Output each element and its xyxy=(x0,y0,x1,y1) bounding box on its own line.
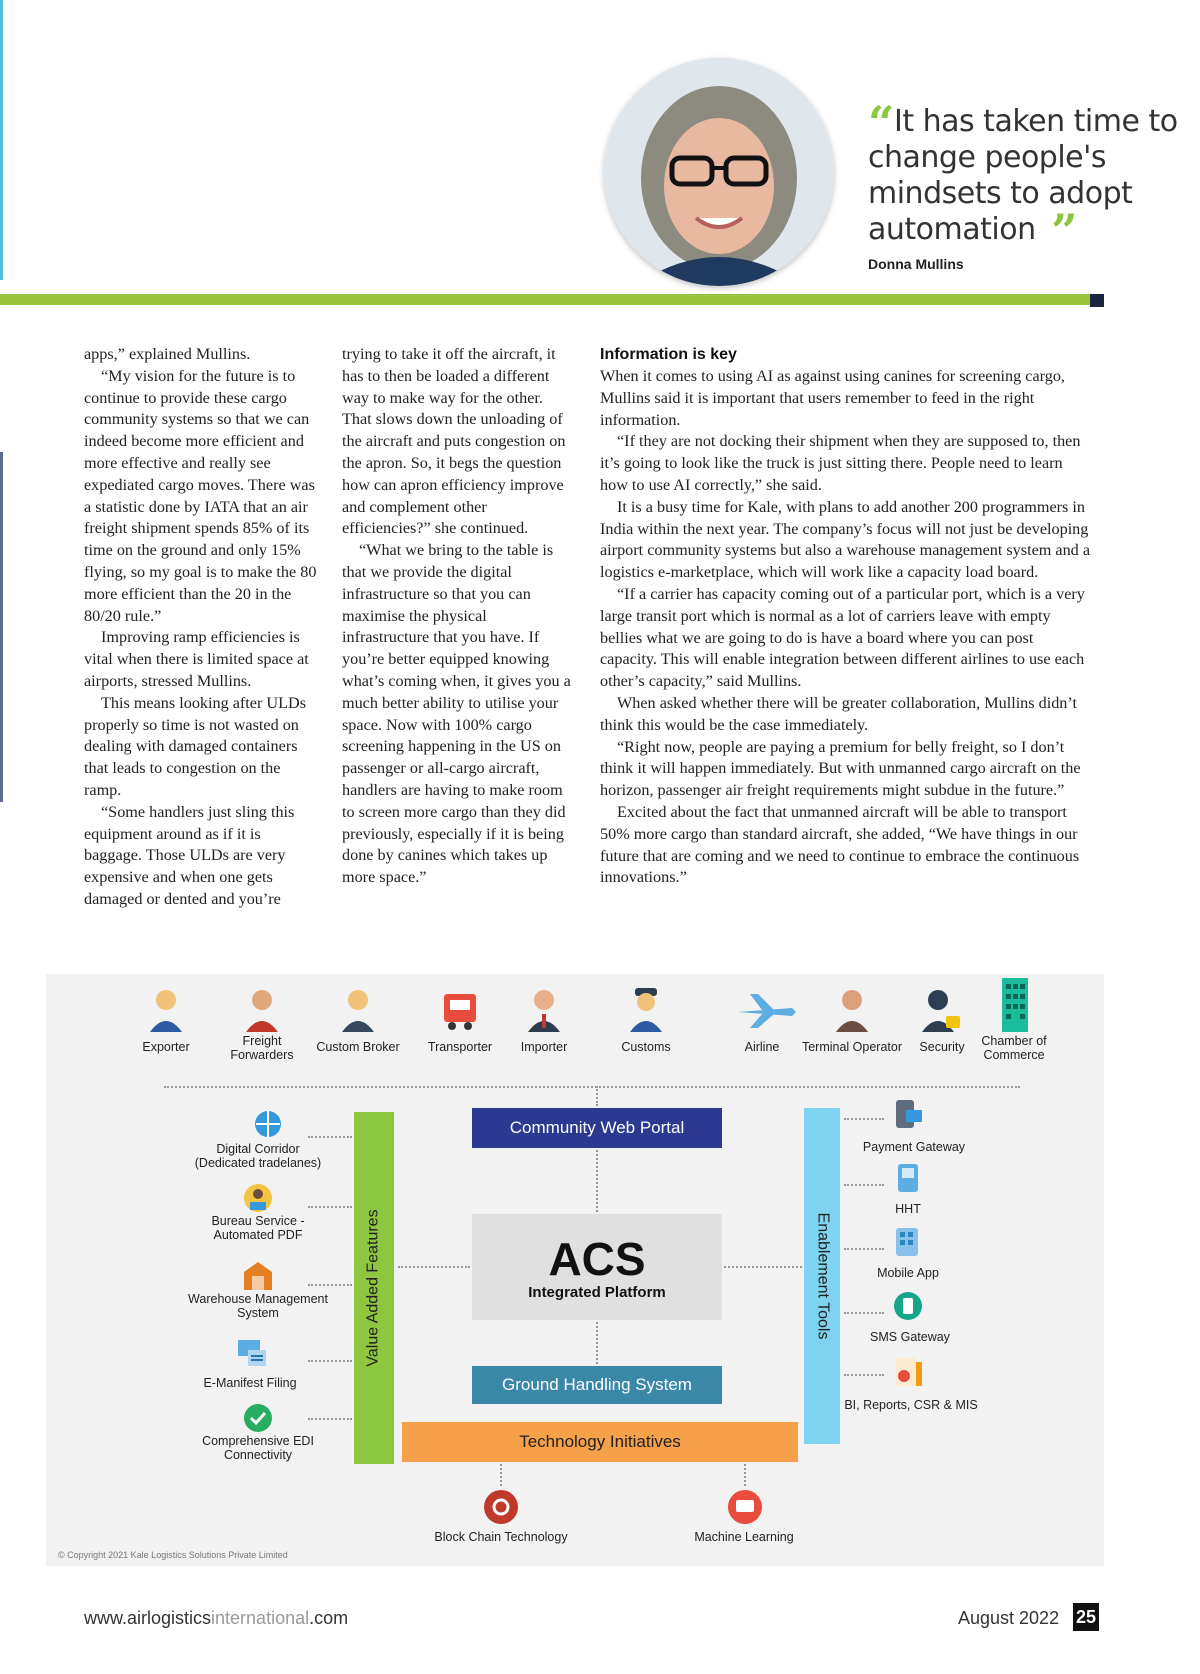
tool-item-label: Mobile App xyxy=(877,1266,939,1280)
paragraph: “What we bring to the table is that we provide the digital infrastructure so that you can maximise the physical infrastructure that you have. If you’re better equipped knowing what’s coming when, it gives you a much better ability to utilise your space. Now with 100% cargo screening happening in the US on passenger or all-cargo aircraft, handlers are having to make room to screen more cargo than they did previously, especially if it is being done by canines which takes up more space.” xyxy=(342,541,571,887)
article-column-1 xyxy=(84,344,318,911)
acs-ground-connector xyxy=(596,1322,598,1364)
tech-connector xyxy=(744,1464,746,1486)
truck-icon xyxy=(440,988,480,1032)
footer-url-prefix: www.airlogistics xyxy=(84,1608,212,1628)
value-item-connector xyxy=(308,1284,352,1286)
paragraph: “If they are not docking their shipment when they are supposed to, then it’s going to look like the truck is just sitting there. People need to learn how to use AI correctly,” she said. xyxy=(600,432,1081,494)
sms-gateway-icon xyxy=(892,1290,924,1322)
header-rule-square xyxy=(1090,294,1104,307)
tool-item-connector xyxy=(844,1248,884,1250)
footer-url-light: international xyxy=(211,1608,310,1628)
value-item-connector xyxy=(308,1360,352,1362)
issue-date: August 2022 xyxy=(958,1608,1060,1628)
enablement-tools-label: Enablement Tools xyxy=(814,1212,831,1340)
pull-quote xyxy=(868,96,1198,258)
enablement-tools-bar xyxy=(804,1108,840,1444)
person-icon xyxy=(146,988,186,1032)
paragraph: trying to take it off the aircraft, it has to then be loaded a different way to make way for the other. That slows down the unloading of the aircraft and puts congestion on the apron. So, it begs the question how can apron efficiency improve and complement other efficiencies?” she continued. xyxy=(342,345,566,538)
paragraph: This means looking after ULDs properly so time is not wasted on dealing with damaged containers that leads to congestion on the ramp. xyxy=(84,693,306,799)
tool-item-label: Payment Gateway xyxy=(862,1140,966,1154)
paragraph: Excited about the fact that unmanned aircraft will be able to transport 50% more cargo than standard aircraft, she added, “We have things in our future that are coming and we need to continue to embrace the continuous innovations.” xyxy=(600,802,1080,887)
portal-connector xyxy=(596,1086,598,1106)
value-item-connector xyxy=(308,1418,352,1420)
acs-tools-connector xyxy=(724,1266,802,1268)
footer-url-suffix: .com xyxy=(309,1608,349,1628)
pull-quote-text: It has taken time to change people's mindsets to adopt automation xyxy=(868,104,1178,247)
tool-item-connector xyxy=(844,1374,884,1376)
payment-gateway-icon xyxy=(892,1098,924,1130)
value-item-label: Digital Corridor (Dedicated tradelanes) xyxy=(194,1142,322,1170)
portal-acs-connector xyxy=(596,1150,598,1212)
technology-initiatives xyxy=(402,1422,798,1462)
stakeholder-label: Chamber of Commerce xyxy=(981,1034,1047,1062)
value-item-label: Warehouse Management System xyxy=(188,1292,328,1320)
tool-item-label: SMS Gateway xyxy=(870,1330,950,1344)
portrait-photo xyxy=(604,58,834,286)
section-heading: Information is key xyxy=(600,346,737,363)
blockchain-icon xyxy=(482,1488,520,1526)
reports-icon xyxy=(892,1356,924,1388)
stakeholder-label: Terminal Operator xyxy=(801,1040,903,1054)
value-item-label: Bureau Service - Automated PDF xyxy=(211,1214,305,1242)
paragraph: apps,” explained Mullins. xyxy=(84,345,251,363)
check-icon xyxy=(242,1402,274,1434)
tool-item-connector xyxy=(844,1312,884,1314)
person-icon xyxy=(524,988,564,1032)
value-item-label: E-Manifest Filing xyxy=(203,1376,297,1390)
paragraph: When asked whether there will be greater collaboration, Mullins didn’t think this would be the case immediately. xyxy=(600,693,1077,734)
person-icon xyxy=(832,988,872,1032)
tool-item-connector xyxy=(844,1184,884,1186)
tech-item-label: Machine Learning xyxy=(694,1530,794,1544)
ground-handling-system xyxy=(472,1366,722,1404)
paragraph: Improving ramp efficiencies is vital when there is limited space at airports, stressed Mullins. xyxy=(84,628,309,690)
stakeholder-label: Transporter xyxy=(427,1040,493,1054)
community-web-portal-label: Community Web Portal xyxy=(509,1118,685,1137)
stakeholder-connector xyxy=(164,1086,1020,1088)
stakeholder-label: Freight Forwarders xyxy=(230,1034,294,1062)
machine-learning-icon xyxy=(726,1488,764,1526)
mobile-app-icon xyxy=(892,1226,924,1258)
stakeholder-label: Importer xyxy=(520,1040,568,1054)
paragraph: When it comes to using AI as against using canines for screening cargo, Mullins said it is important that users remember to feed in the right information. xyxy=(600,367,1065,429)
acs-value-connector xyxy=(398,1266,470,1268)
hht-icon xyxy=(892,1162,924,1194)
person-icon xyxy=(338,988,378,1032)
edge-accent-top xyxy=(0,0,3,280)
open-quote-icon: “ xyxy=(868,96,894,150)
security-icon xyxy=(922,988,962,1032)
globe-icon xyxy=(252,1108,284,1140)
tool-item-connector xyxy=(844,1118,884,1120)
stakeholder-label: Airline xyxy=(744,1040,780,1054)
community-web-portal xyxy=(472,1108,722,1148)
officer-icon xyxy=(626,988,666,1032)
paragraph: “My vision for the future is to continue to provide these cargo community systems so that we can indeed become more efficient and more effective and really see expediated cargo moves. There was a statistic done by IATA that an air freight shipment spends 85% of its time on the ground and only 15% flying, so my goal is to make the 80 more efficient than the 20 in the 80/20 rule.” xyxy=(84,366,317,625)
stakeholder-label: Customs xyxy=(621,1040,671,1054)
paragraph: It is a busy time for Kale, with plans to add another 200 programmers in India within the next year. The company’s focus will not just be developing airport community systems but also a warehouse management system and a logistics e-marketplace, which will work like a capacity load board. xyxy=(600,497,1091,582)
acs-platform xyxy=(472,1214,722,1320)
value-added-features-bar xyxy=(354,1112,394,1464)
warehouse-icon xyxy=(242,1260,274,1292)
airplane-icon xyxy=(736,990,796,1034)
building-icon xyxy=(1000,978,1030,1032)
acs-infographic xyxy=(46,974,1104,1566)
technology-initiatives-label: Technology Initiatives xyxy=(519,1432,681,1451)
header-rule xyxy=(0,294,1090,305)
acs-subtitle: Integrated Platform xyxy=(528,1283,666,1301)
e-manifest-icon xyxy=(236,1336,268,1368)
tech-item-label: Block Chain Technology xyxy=(434,1530,568,1544)
tool-item-label: HHT xyxy=(895,1202,921,1216)
quote-attribution: Donna Mullins xyxy=(868,256,964,272)
value-item-label: Comprehensive EDI Connectivity xyxy=(202,1434,314,1462)
article-column-3 xyxy=(600,344,1090,889)
close-quote-icon: ” xyxy=(1035,204,1078,258)
tool-item-label: BI, Reports, CSR & MIS xyxy=(844,1398,978,1412)
copyright-notice: © Copyright 2021 Kale Logistics Solutions Private Limited xyxy=(58,1550,288,1560)
tech-connector xyxy=(500,1464,502,1486)
stakeholder-label: Exporter xyxy=(142,1040,190,1054)
acs-title: ACS xyxy=(548,1232,646,1285)
edge-accent-bottom xyxy=(0,452,3,802)
stakeholder-label: Security xyxy=(919,1040,965,1054)
article-column-2 xyxy=(342,344,574,889)
value-item-connector xyxy=(308,1136,352,1138)
paragraph: “Right now, people are paying a premium for belly freight, so I don’t think it will happen immediately. But with unmanned cargo aircraft on the horizon, passenger air freight requirements might subdue in the future.” xyxy=(600,737,1081,800)
person-icon xyxy=(242,988,282,1032)
bureau-service-icon xyxy=(242,1182,274,1214)
value-item-connector xyxy=(308,1206,352,1208)
value-added-features-label: Value Added Features xyxy=(365,1209,382,1367)
page-number: 25 xyxy=(1073,1603,1099,1631)
ground-handling-label: Ground Handling System xyxy=(502,1375,692,1394)
paragraph: “If a carrier has capacity coming out of a particular port, which is a very large transit port which is normal as a lot of carriers leave with empty bellies what we are going to do is have a board where you can post capacity. This will enable integration between different airlines to use each other’s capacity,” said Mullins. xyxy=(600,584,1085,691)
footer-url[interactable] xyxy=(84,1608,348,1629)
paragraph: “Some handlers just sling this equipment around as if it is baggage. Those ULDs are very expensive and when one gets damaged or dented and you’re xyxy=(84,802,295,908)
stakeholder-label: Custom Broker xyxy=(316,1040,400,1054)
